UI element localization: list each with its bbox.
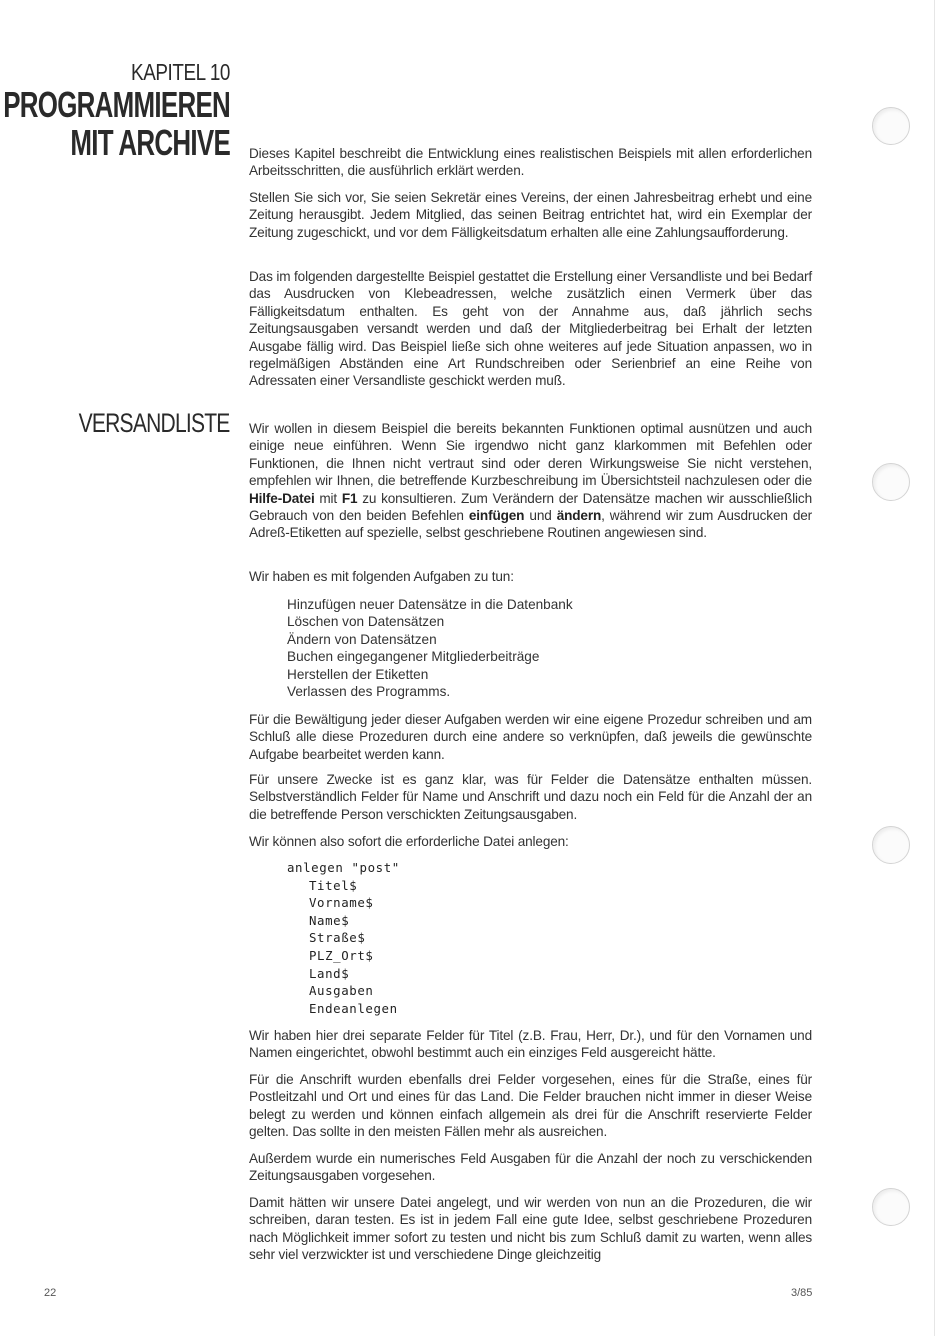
versand-column-1: [249, 420, 812, 542]
tasks-intro: Wir haben es mit folgenden Aufgaben zu tun:: [249, 569, 514, 584]
edition-label: 3/85: [791, 1287, 813, 1299]
task-item: Ändern von Datensätzen: [287, 631, 437, 647]
versand-paragraph-1: [249, 420, 812, 542]
text-run: mit: [314, 490, 342, 506]
task-item: Löschen von Datensätzen: [287, 614, 445, 630]
versand-column-3: [249, 711, 812, 763]
versand-paragraph-9: Damit hätten wir unsere Datei angelegt, und wir werden von nun an die Prozeduren, die wir schreiben, daran testen. Es ist in jedem Fall eine gute Idee, selbst geschriebene Prozeduren nach Möglichkeit immer sofort zu testen und nicht bis zum Schluß damit zu warten, wenn alles sehr viel verzwickter ist und verschiedene Dinge gleichzeitig: [249, 1195, 812, 1263]
page-edge-line: [934, 0, 935, 1336]
versand-column-4: [249, 771, 812, 823]
task-list: [249, 596, 812, 700]
code-line: anlegen "post": [287, 860, 400, 875]
intro-paragraph-3: Das im folgenden dargestellte Beispiel gestattet die Erstellung einer Versandliste und bei Bedarf das Ausdrucken von Klebeadressen, welche zusätzlich einen Vermerk über das Fälligkeitsdatum enthalten. Es geht von der Annahme aus, daß jährlich sechs Zeitungsausgaben versandt werden und daß der Mitgliederbeitrag bei Erhalt der letzten Ausgabe fällig wird. Das Beispiel ließe sich ohne weiteres auf jede Situation anpassen, wo in regelmäßigen Abständen eine Art Rundschreiben oder Serienbrief an eine Reihe von Adressaten einer Versandliste geschickt werden muß.: [249, 269, 812, 389]
intro-paragraph-2: Stellen Sie sich vor, Sie seien Sekretär eines Vereins, der einen Jahresbeitrag erhebt und eine Zeitung herausgibt. Jedem Mitglied, das seinen Beitrag entrichtet hat, wird ein Exemplar der Zeitung zugeschickt, und vor dem Fälligkeitsdatum erhalten alle eine Zahlungsaufforderung.: [249, 190, 812, 240]
code-listing-column: [249, 859, 812, 1017]
versand-column-8: [249, 1150, 812, 1185]
text-run: , während wir zum Ausdrucken der Adreß-Etiketten auf spezielle, selbst geschriebene Routinen angewiesen sind.: [249, 508, 813, 541]
chapter-title-line-2: MIT ARCHIVE: [70, 122, 230, 163]
task-item: Buchen eingegangener Mitgliederbeiträge: [287, 649, 540, 665]
versand-column-5: [249, 833, 812, 850]
versand-column-6: [249, 1027, 812, 1062]
chapter-label: KAPITEL 10: [131, 59, 230, 85]
code-line: Titel$: [309, 877, 358, 893]
f1-key-term: F1: [341, 490, 358, 506]
page-number: 22: [44, 1287, 57, 1299]
intro-column-3: [249, 268, 812, 390]
versand-column-9: [249, 1194, 812, 1264]
task-item: Verlassen des Programms.: [287, 684, 451, 700]
versand-paragraph-6: Wir haben hier drei separate Felder für Titel (z.B. Frau, Herr, Dr.), und für den Vornamen und Namen eingerichtet, obwohl bestimmt auch ein einziges Feld ausgereicht hätte.: [249, 1028, 812, 1061]
code-line: Land$: [309, 965, 350, 981]
task-list-column: [249, 596, 812, 700]
chapter-title-line-1: PROGRAMMIEREN: [3, 84, 230, 125]
versand-paragraph-8: Außerdem wurde ein numerisches Feld Ausgaben für die Anzahl der noch zu verschickenden Zeitungsausgaben vorgesehen.: [249, 1151, 812, 1184]
code-line: Endeanlegen: [309, 1000, 398, 1016]
code-line: Vorname$: [309, 895, 374, 911]
versand-paragraph-5: Wir können also sofort die erforderliche Datei anlegen:: [249, 834, 569, 849]
section-heading: VERSANDLISTE: [79, 408, 230, 438]
aendern-command-term: ändern: [556, 508, 602, 524]
code-line: PLZ_Ort$: [309, 947, 374, 963]
code-line: Straße$: [309, 930, 366, 946]
chapter-heading: [0, 58, 230, 162]
code-line: Ausgaben: [309, 983, 374, 999]
code-line: Name$: [309, 912, 350, 928]
versand-paragraph-4: Für unsere Zwecke ist es ganz klar, was für Felder die Datensätze enthalten müssen. Selbstverständlich Felder für Name und Anschrift und dazu noch ein Feld für die Anzahl der an die betreffende Person verschickten Zeitungsausgaben.: [249, 772, 812, 822]
versand-paragraph-7: Für die Anschrift wurden ebenfalls drei Felder vorgesehen, eines für die Straße, eines für Postleitzahl und Ort und eines für das Land. Die Felder brauchen nicht immer in dieser Weise belegt zu werden und können einfach allgemein als drei für die Anschrift reservierte Felder gelten. Das sollte in den meisten Fällen mehr als ausreichen.: [249, 1072, 812, 1140]
versand-paragraph-3: Für die Bewältigung jeder dieser Aufgaben werden wir eine eigene Prozedur schreiben und am Schluß alle diese Prozeduren durch eine andere so verknüpfen, daß jeweils die gewünschte Aufgabe bearbeitet werden kann.: [249, 712, 812, 762]
code-listing: [249, 859, 812, 1017]
binder-hole: [872, 1188, 910, 1226]
versand-column-2: [249, 568, 812, 585]
binder-hole: [872, 107, 910, 145]
intro-paragraph-1: Dieses Kapitel beschreibt die Entwicklung eines realistischen Beispiels mit allen erforderlichen Arbeitsschritten, die ausführlich erklärt werden.: [249, 146, 812, 179]
einfuegen-command-term: einfügen: [468, 508, 525, 524]
text-run: und: [524, 508, 557, 524]
hilfe-datei-term: Hilfe-Datei: [249, 490, 315, 506]
binder-hole: [872, 826, 910, 864]
task-item: Hinzufügen neuer Datensätze in die Datenbank: [287, 597, 573, 612]
text-run: Wir wollen in diesem Beispiel die bereits bekannten Funktionen optimal ausnützen und auch einige neue einführen. Wenn Sie irgendwo nicht ganz klarkommen mit Befehlen oder Funktionen, die Ihnen nicht vertraut sind oder deren Wirkungsweise Sie nicht verstehen, empfehlen wir Ihnen, die betreffende Kurzbeschreibung im Übersichtsteil nachzulesen oder die: [249, 421, 812, 489]
task-item: Herstellen der Etiketten: [287, 666, 429, 682]
intro-column: [249, 145, 812, 180]
versand-column-7: [249, 1071, 812, 1141]
binder-hole: [872, 463, 910, 501]
intro-column-2: [249, 189, 812, 241]
text-run: zu konsultieren. Zum Verändern der Datensätze machen wir ausschließlich Gebrauch von den beiden Befehlen: [249, 490, 812, 524]
